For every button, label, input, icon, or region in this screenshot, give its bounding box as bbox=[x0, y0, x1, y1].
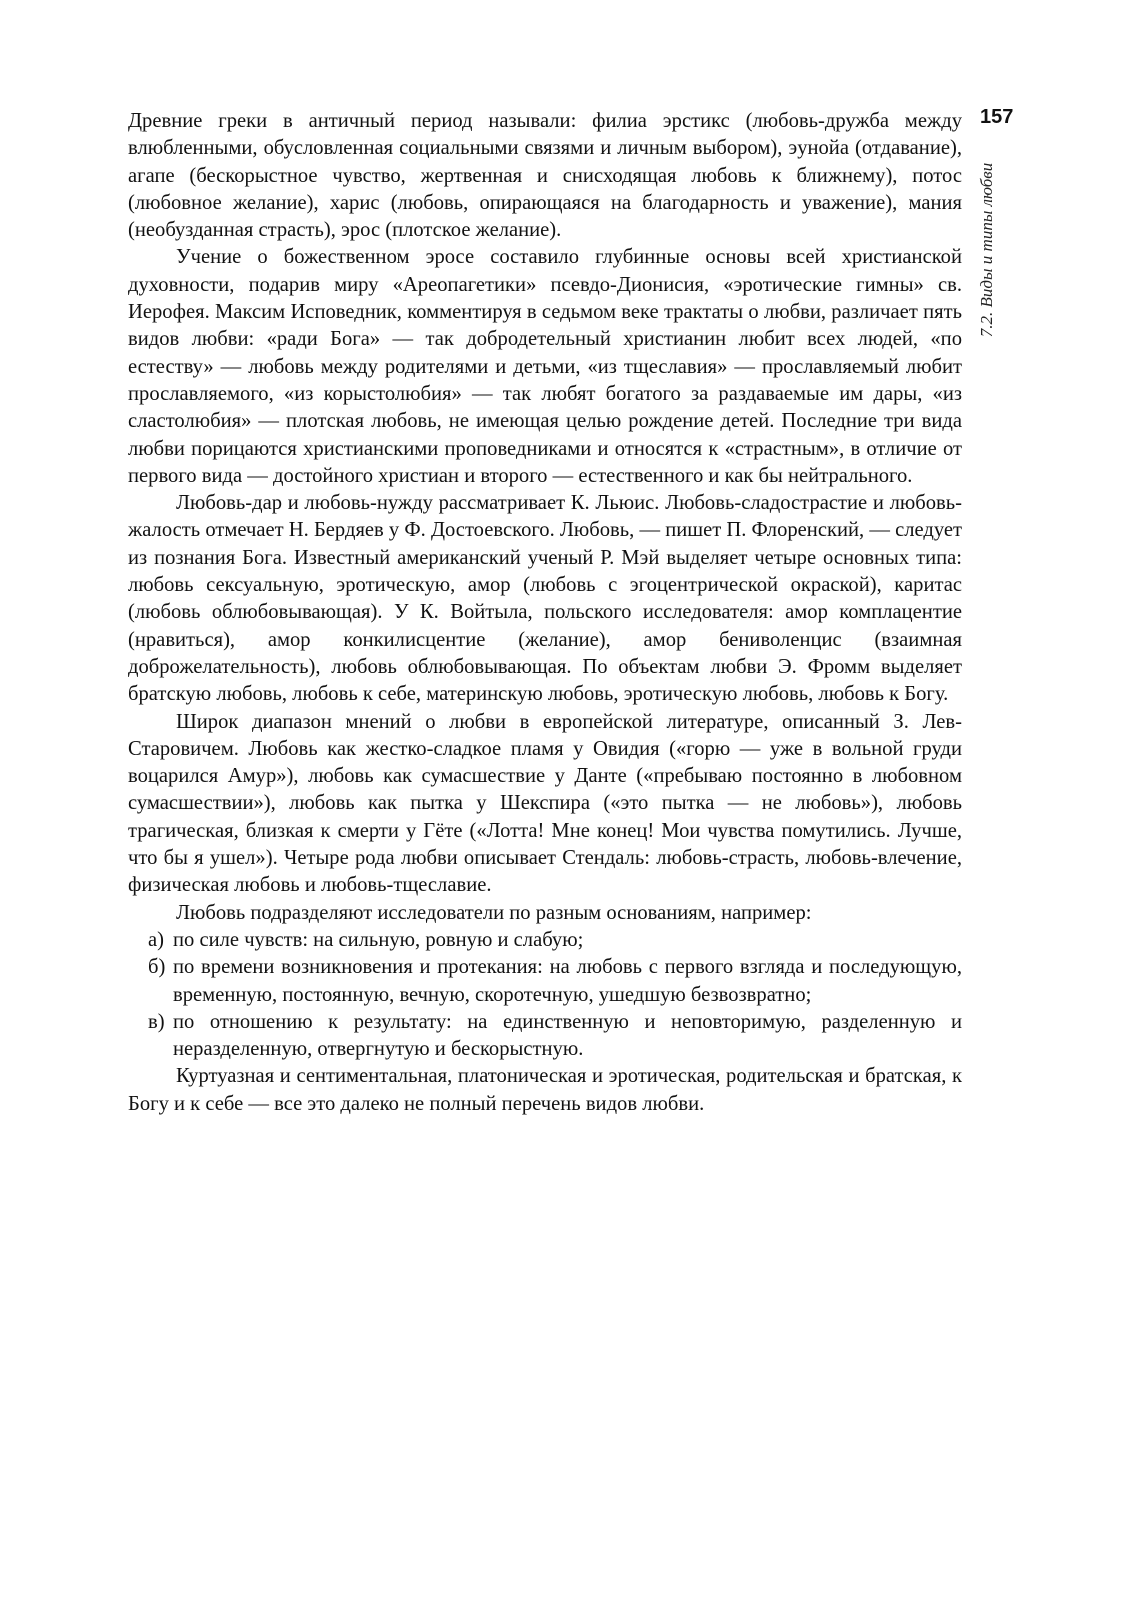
list-item-text: по отношению к результату: на единственную и неповторимую, разделенную и неразделенную, отвергнутую и бескорыстную. bbox=[173, 1010, 962, 1061]
paragraph-1: Древние греки в античный период называли: филиа эрстикс (любовь-дружба между влюбленными, обусловленная социальными связями и личным выбором), эунойа (отдавание), агапе (бескорыстное чувство, жертвенная и снисходящая любовь к ближнему), потос (любовное желание), харис (любовь, опирающаяся на благодарность и уважение), мания (необузданная страсть), эрос (плотское желание). bbox=[128, 110, 962, 242]
running-head: 7.2. Виды и типы любви bbox=[977, 162, 996, 338]
body-text bbox=[128, 108, 962, 1118]
list-item-text: по времени возникновения и протекания: на любовь с первого взгляда и последующую, временную, постоянную, вечную, скоротечную, ушедшую безвозвратно; bbox=[173, 956, 962, 1006]
classification-list bbox=[128, 927, 962, 1063]
paragraph-2: Учение о божественном эросе составило глубинные основы всей христианской духовности, подарив миру «Ареопагетики» псевдо-Дионисия, «эротические гимны» св. Иерофея. Максим Исповедник, комментируя в седьмом веке трактаты о любви, различает пять видов любви: «ради Бога» — так добродетельный христианин любит всех людей, «по естеству» — любовь между родителями и детьми, «из тщеславия» — прославляемый любит прославляемого, «из корыстолюбия» — так любят богатого за раздаваемые им дары, «из сластолюбия» — плотская любовь, не имеющая целью рождение детей. Последние три вида любви порицаются христианскими проповедниками и относятся к «страстным», в отличие от первого вида — достойного христиан и второго — естественного и как бы нейтрального. bbox=[128, 246, 962, 487]
paragraph-4: Широк диапазон мнений о любви в европейской литературе, описанный З. Лев-Старовичем. Любовь как жестко-сладкое пламя у Овидия («горю — уже в вольной груди воцарился Амур»), любовь как сумасшествие у Данте («пребываю постоянно в любовном сумасшествии»), любовь как пытка у Шекспира («это пытка — не любовь»), любовь трагическая, близкая к смерти у Гёте («Лотта! Мне конец! Мои чувства помутились. Лучше, что бы я ушел»). Четыре рода любви описывает Стендаль: любовь-страсть, любовь-влечение, физическая любовь и любовь-тщеславие. bbox=[128, 710, 962, 897]
list-marker: в) bbox=[148, 1010, 165, 1033]
list-item-text: по силе чувств: на сильную, ровную и слабую; bbox=[173, 928, 584, 951]
list-item bbox=[128, 927, 962, 954]
list-marker: б) bbox=[148, 956, 166, 979]
paragraph-5: Любовь подразделяют исследователи по разным основаниям, например: bbox=[176, 901, 812, 924]
paragraph-6: Куртуазная и сентиментальная, платоническая и эротическая, родительская и братская, к Богу и к себе — все это далеко не полный перечень видов любви. bbox=[128, 1065, 962, 1115]
list-marker: а) bbox=[148, 928, 164, 951]
paragraph-3: Любовь-дар и любовь-нужду рассматривает К. Льюис. Любовь-сладострастие и любовь-жалость отмечает Н. Бердяев у Ф. Достоевского. Любовь, — пишет П. Флоренский, — следует из познания Бога. Известный американский ученый Р. Мэй выделяет четыре основных типа: любовь сексуальную, эротическую, амор (любовь с эгоцентрической окраской), каритас (любовь облюбовывающая). У К. Войтыла, польского исследователя: амор комплацентие (нравиться), амор конкилисцентие (желание), амор бениволенцис (взаимная доброжелательность), любовь облюбовывающая. По объектам любви Э. Фромм выделяет братскую любовь, любовь к себе, материнскую любовь, эротическую любовь, любовь к Богу. bbox=[128, 492, 962, 706]
list-item bbox=[128, 1009, 962, 1064]
list-item bbox=[128, 954, 962, 1009]
page-number: 157 bbox=[980, 106, 1014, 128]
